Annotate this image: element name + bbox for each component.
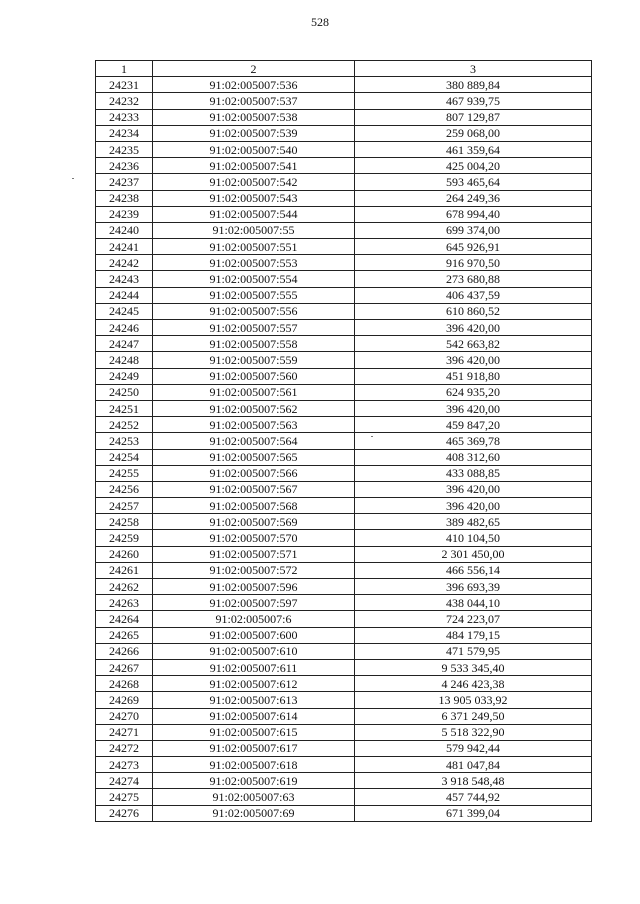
row-index-cell: 24269	[96, 692, 153, 708]
cadastral-number-cell: 91:02:005007:559	[153, 352, 355, 368]
cadastral-number-cell: 91:02:005007:543	[153, 190, 355, 206]
row-index-cell: 24238	[96, 190, 153, 206]
table-row	[96, 433, 592, 449]
value-cell: 396 420,00	[355, 481, 592, 497]
value-cell: 396 420,00	[355, 400, 592, 416]
row-index-cell: 24236	[96, 158, 153, 174]
row-index-cell: 24233	[96, 109, 153, 125]
cadastral-number-cell: 91:02:005007:565	[153, 449, 355, 465]
table-row	[96, 368, 592, 384]
row-index-cell: 24245	[96, 303, 153, 319]
table-row	[96, 627, 592, 643]
cadastral-number-cell: 91:02:005007:615	[153, 724, 355, 740]
value-cell: 481 047,84	[355, 757, 592, 773]
cadastral-number-cell: 91:02:005007:563	[153, 417, 355, 433]
cadastral-number-cell: 91:02:005007:612	[153, 676, 355, 692]
value-cell: 410 104,50	[355, 530, 592, 546]
row-index-cell: 24273	[96, 757, 153, 773]
value-cell: 542 663,82	[355, 336, 592, 352]
table-row	[96, 255, 592, 271]
table-row	[96, 222, 592, 238]
column-header-index: 1	[96, 61, 153, 77]
table-row	[96, 271, 592, 287]
row-index-cell: 24257	[96, 498, 153, 514]
row-index-cell: 24246	[96, 320, 153, 336]
table-row	[96, 158, 592, 174]
cadastral-number-cell: 91:02:005007:544	[153, 206, 355, 222]
value-cell: 645 926,91	[355, 239, 592, 255]
value-cell: 451 918,80	[355, 368, 592, 384]
value-cell: 457 744,92	[355, 789, 592, 805]
row-index-cell: 24267	[96, 659, 153, 675]
cadastral-number-cell: 91:02:005007:613	[153, 692, 355, 708]
value-cell: 438 044,10	[355, 595, 592, 611]
table-row	[96, 659, 592, 675]
value-cell: 678 994,40	[355, 206, 592, 222]
cadastral-number-cell: 91:02:005007:567	[153, 481, 355, 497]
table-row	[96, 336, 592, 352]
cadastral-number-cell: 91:02:005007:539	[153, 125, 355, 141]
table-row	[96, 417, 592, 433]
table-row	[96, 498, 592, 514]
row-index-cell: 24276	[96, 805, 153, 821]
value-cell: 807 129,87	[355, 109, 592, 125]
row-index-cell: 24234	[96, 125, 153, 141]
value-cell: 579 942,44	[355, 740, 592, 756]
value-cell: 466 556,14	[355, 562, 592, 578]
cadastral-number-cell: 91:02:005007:600	[153, 627, 355, 643]
row-index-cell: 24241	[96, 239, 153, 255]
value-cell: 389 482,65	[355, 514, 592, 530]
table-row	[96, 643, 592, 659]
row-index-cell: 24251	[96, 400, 153, 416]
value-cell: 624 935,20	[355, 384, 592, 400]
row-index-cell: 24271	[96, 724, 153, 740]
value-cell: 433 088,85	[355, 465, 592, 481]
scan-speck	[371, 436, 373, 437]
table-header-row	[96, 61, 592, 77]
table-row	[96, 141, 592, 157]
cadastral-number-cell: 91:02:005007:555	[153, 287, 355, 303]
table-row	[96, 740, 592, 756]
row-index-cell: 24261	[96, 562, 153, 578]
value-cell: 724 223,07	[355, 611, 592, 627]
table-row	[96, 546, 592, 562]
value-cell: 610 860,52	[355, 303, 592, 319]
value-cell: 3 918 548,48	[355, 773, 592, 789]
scan-speck	[72, 178, 74, 179]
page-number: 528	[311, 15, 329, 29]
row-index-cell: 24237	[96, 174, 153, 190]
value-cell: 259 068,00	[355, 125, 592, 141]
table-row	[96, 449, 592, 465]
cadastral-number-cell: 91:02:005007:557	[153, 320, 355, 336]
row-index-cell: 24239	[96, 206, 153, 222]
value-cell: 380 889,84	[355, 77, 592, 93]
value-cell: 467 939,75	[355, 93, 592, 109]
row-index-cell: 24256	[96, 481, 153, 497]
value-cell: 671 399,04	[355, 805, 592, 821]
value-cell: 5 518 322,90	[355, 724, 592, 740]
value-cell: 465 369,78	[355, 433, 592, 449]
cadastral-number-cell: 91:02:005007:569	[153, 514, 355, 530]
value-cell: 396 693,39	[355, 579, 592, 595]
table-row	[96, 692, 592, 708]
table-row	[96, 724, 592, 740]
value-cell: 2 301 450,00	[355, 546, 592, 562]
cadastral-number-cell: 91:02:005007:551	[153, 239, 355, 255]
row-index-cell: 24260	[96, 546, 153, 562]
row-index-cell: 24265	[96, 627, 153, 643]
table-row	[96, 773, 592, 789]
row-index-cell: 24243	[96, 271, 153, 287]
row-index-cell: 24250	[96, 384, 153, 400]
cadastral-number-cell: 91:02:005007:617	[153, 740, 355, 756]
cadastral-number-cell: 91:02:005007:618	[153, 757, 355, 773]
table-row	[96, 530, 592, 546]
value-cell: 273 680,88	[355, 271, 592, 287]
cadastral-number-cell: 91:02:005007:542	[153, 174, 355, 190]
cadastral-number-cell: 91:02:005007:560	[153, 368, 355, 384]
cadastral-number-cell: 91:02:005007:619	[153, 773, 355, 789]
cadastral-number-cell: 91:02:005007:566	[153, 465, 355, 481]
row-index-cell: 24272	[96, 740, 153, 756]
table-row	[96, 481, 592, 497]
value-cell: 408 312,60	[355, 449, 592, 465]
row-index-cell: 24240	[96, 222, 153, 238]
value-cell: 916 970,50	[355, 255, 592, 271]
value-cell: 396 420,00	[355, 498, 592, 514]
row-index-cell: 24270	[96, 708, 153, 724]
row-index-cell: 24264	[96, 611, 153, 627]
value-cell: 471 579,95	[355, 643, 592, 659]
table-row	[96, 93, 592, 109]
cadastral-number-cell: 91:02:005007:540	[153, 141, 355, 157]
table-row	[96, 174, 592, 190]
row-index-cell: 24252	[96, 417, 153, 433]
value-cell: 396 420,00	[355, 352, 592, 368]
table-row	[96, 514, 592, 530]
column-header-cadastral-number: 2	[153, 61, 355, 77]
row-index-cell: 24232	[96, 93, 153, 109]
value-cell: 425 004,20	[355, 158, 592, 174]
table-row	[96, 77, 592, 93]
value-cell: 699 374,00	[355, 222, 592, 238]
row-index-cell: 24231	[96, 77, 153, 93]
value-cell: 396 420,00	[355, 320, 592, 336]
row-index-cell: 24242	[96, 255, 153, 271]
table-row	[96, 190, 592, 206]
row-index-cell: 24235	[96, 141, 153, 157]
cadastral-number-cell: 91:02:005007:571	[153, 546, 355, 562]
cadastral-number-cell: 91:02:005007:538	[153, 109, 355, 125]
cadastral-number-cell: 91:02:005007:556	[153, 303, 355, 319]
table-row	[96, 708, 592, 724]
row-index-cell: 24259	[96, 530, 153, 546]
registry-table	[95, 60, 592, 822]
table-row	[96, 303, 592, 319]
value-cell: 264 249,36	[355, 190, 592, 206]
cadastral-number-cell: 91:02:005007:570	[153, 530, 355, 546]
value-cell: 459 847,20	[355, 417, 592, 433]
table-row	[96, 611, 592, 627]
value-cell: 13 905 033,92	[355, 692, 592, 708]
value-cell: 4 246 423,38	[355, 676, 592, 692]
row-index-cell: 24255	[96, 465, 153, 481]
table-row	[96, 562, 592, 578]
cadastral-number-cell: 91:02:005007:558	[153, 336, 355, 352]
value-cell: 461 359,64	[355, 141, 592, 157]
cadastral-number-cell: 91:02:005007:564	[153, 433, 355, 449]
value-cell: 593 465,64	[355, 174, 592, 190]
table-row	[96, 206, 592, 222]
row-index-cell: 24248	[96, 352, 153, 368]
table-row	[96, 320, 592, 336]
cadastral-number-cell: 91:02:005007:562	[153, 400, 355, 416]
row-index-cell: 24262	[96, 579, 153, 595]
cadastral-number-cell: 91:02:005007:596	[153, 579, 355, 595]
value-cell: 406 437,59	[355, 287, 592, 303]
table-row	[96, 109, 592, 125]
cadastral-number-cell: 91:02:005007:553	[153, 255, 355, 271]
cadastral-number-cell: 91:02:005007:611	[153, 659, 355, 675]
table-row	[96, 239, 592, 255]
row-index-cell: 24253	[96, 433, 153, 449]
cadastral-number-cell: 91:02:005007:610	[153, 643, 355, 659]
cadastral-number-cell: 91:02:005007:55	[153, 222, 355, 238]
table-row	[96, 579, 592, 595]
cadastral-number-cell: 91:02:005007:597	[153, 595, 355, 611]
value-cell: 9 533 345,40	[355, 659, 592, 675]
table-row	[96, 400, 592, 416]
table-row	[96, 352, 592, 368]
table-row	[96, 805, 592, 821]
cadastral-number-cell: 91:02:005007:568	[153, 498, 355, 514]
table-row	[96, 757, 592, 773]
row-index-cell: 24274	[96, 773, 153, 789]
cadastral-number-cell: 91:02:005007:554	[153, 271, 355, 287]
table-row	[96, 287, 592, 303]
cadastral-number-cell: 91:02:005007:537	[153, 93, 355, 109]
row-index-cell: 24275	[96, 789, 153, 805]
row-index-cell: 24268	[96, 676, 153, 692]
cadastral-number-cell: 91:02:005007:69	[153, 805, 355, 821]
table-row	[96, 789, 592, 805]
column-header-value: 3	[355, 61, 592, 77]
cadastral-number-cell: 91:02:005007:614	[153, 708, 355, 724]
cadastral-number-cell: 91:02:005007:63	[153, 789, 355, 805]
table-row	[96, 676, 592, 692]
cadastral-number-cell: 91:02:005007:572	[153, 562, 355, 578]
cadastral-number-cell: 91:02:005007:536	[153, 77, 355, 93]
value-cell: 6 371 249,50	[355, 708, 592, 724]
value-cell: 484 179,15	[355, 627, 592, 643]
table-row	[96, 384, 592, 400]
cadastral-number-cell: 91:02:005007:561	[153, 384, 355, 400]
table-row	[96, 125, 592, 141]
row-index-cell: 24247	[96, 336, 153, 352]
cadastral-number-cell: 91:02:005007:541	[153, 158, 355, 174]
cadastral-number-cell: 91:02:005007:6	[153, 611, 355, 627]
row-index-cell: 24254	[96, 449, 153, 465]
row-index-cell: 24266	[96, 643, 153, 659]
row-index-cell: 24263	[96, 595, 153, 611]
row-index-cell: 24244	[96, 287, 153, 303]
table-body	[96, 77, 592, 822]
row-index-cell: 24249	[96, 368, 153, 384]
table-row	[96, 465, 592, 481]
row-index-cell: 24258	[96, 514, 153, 530]
table-row	[96, 595, 592, 611]
